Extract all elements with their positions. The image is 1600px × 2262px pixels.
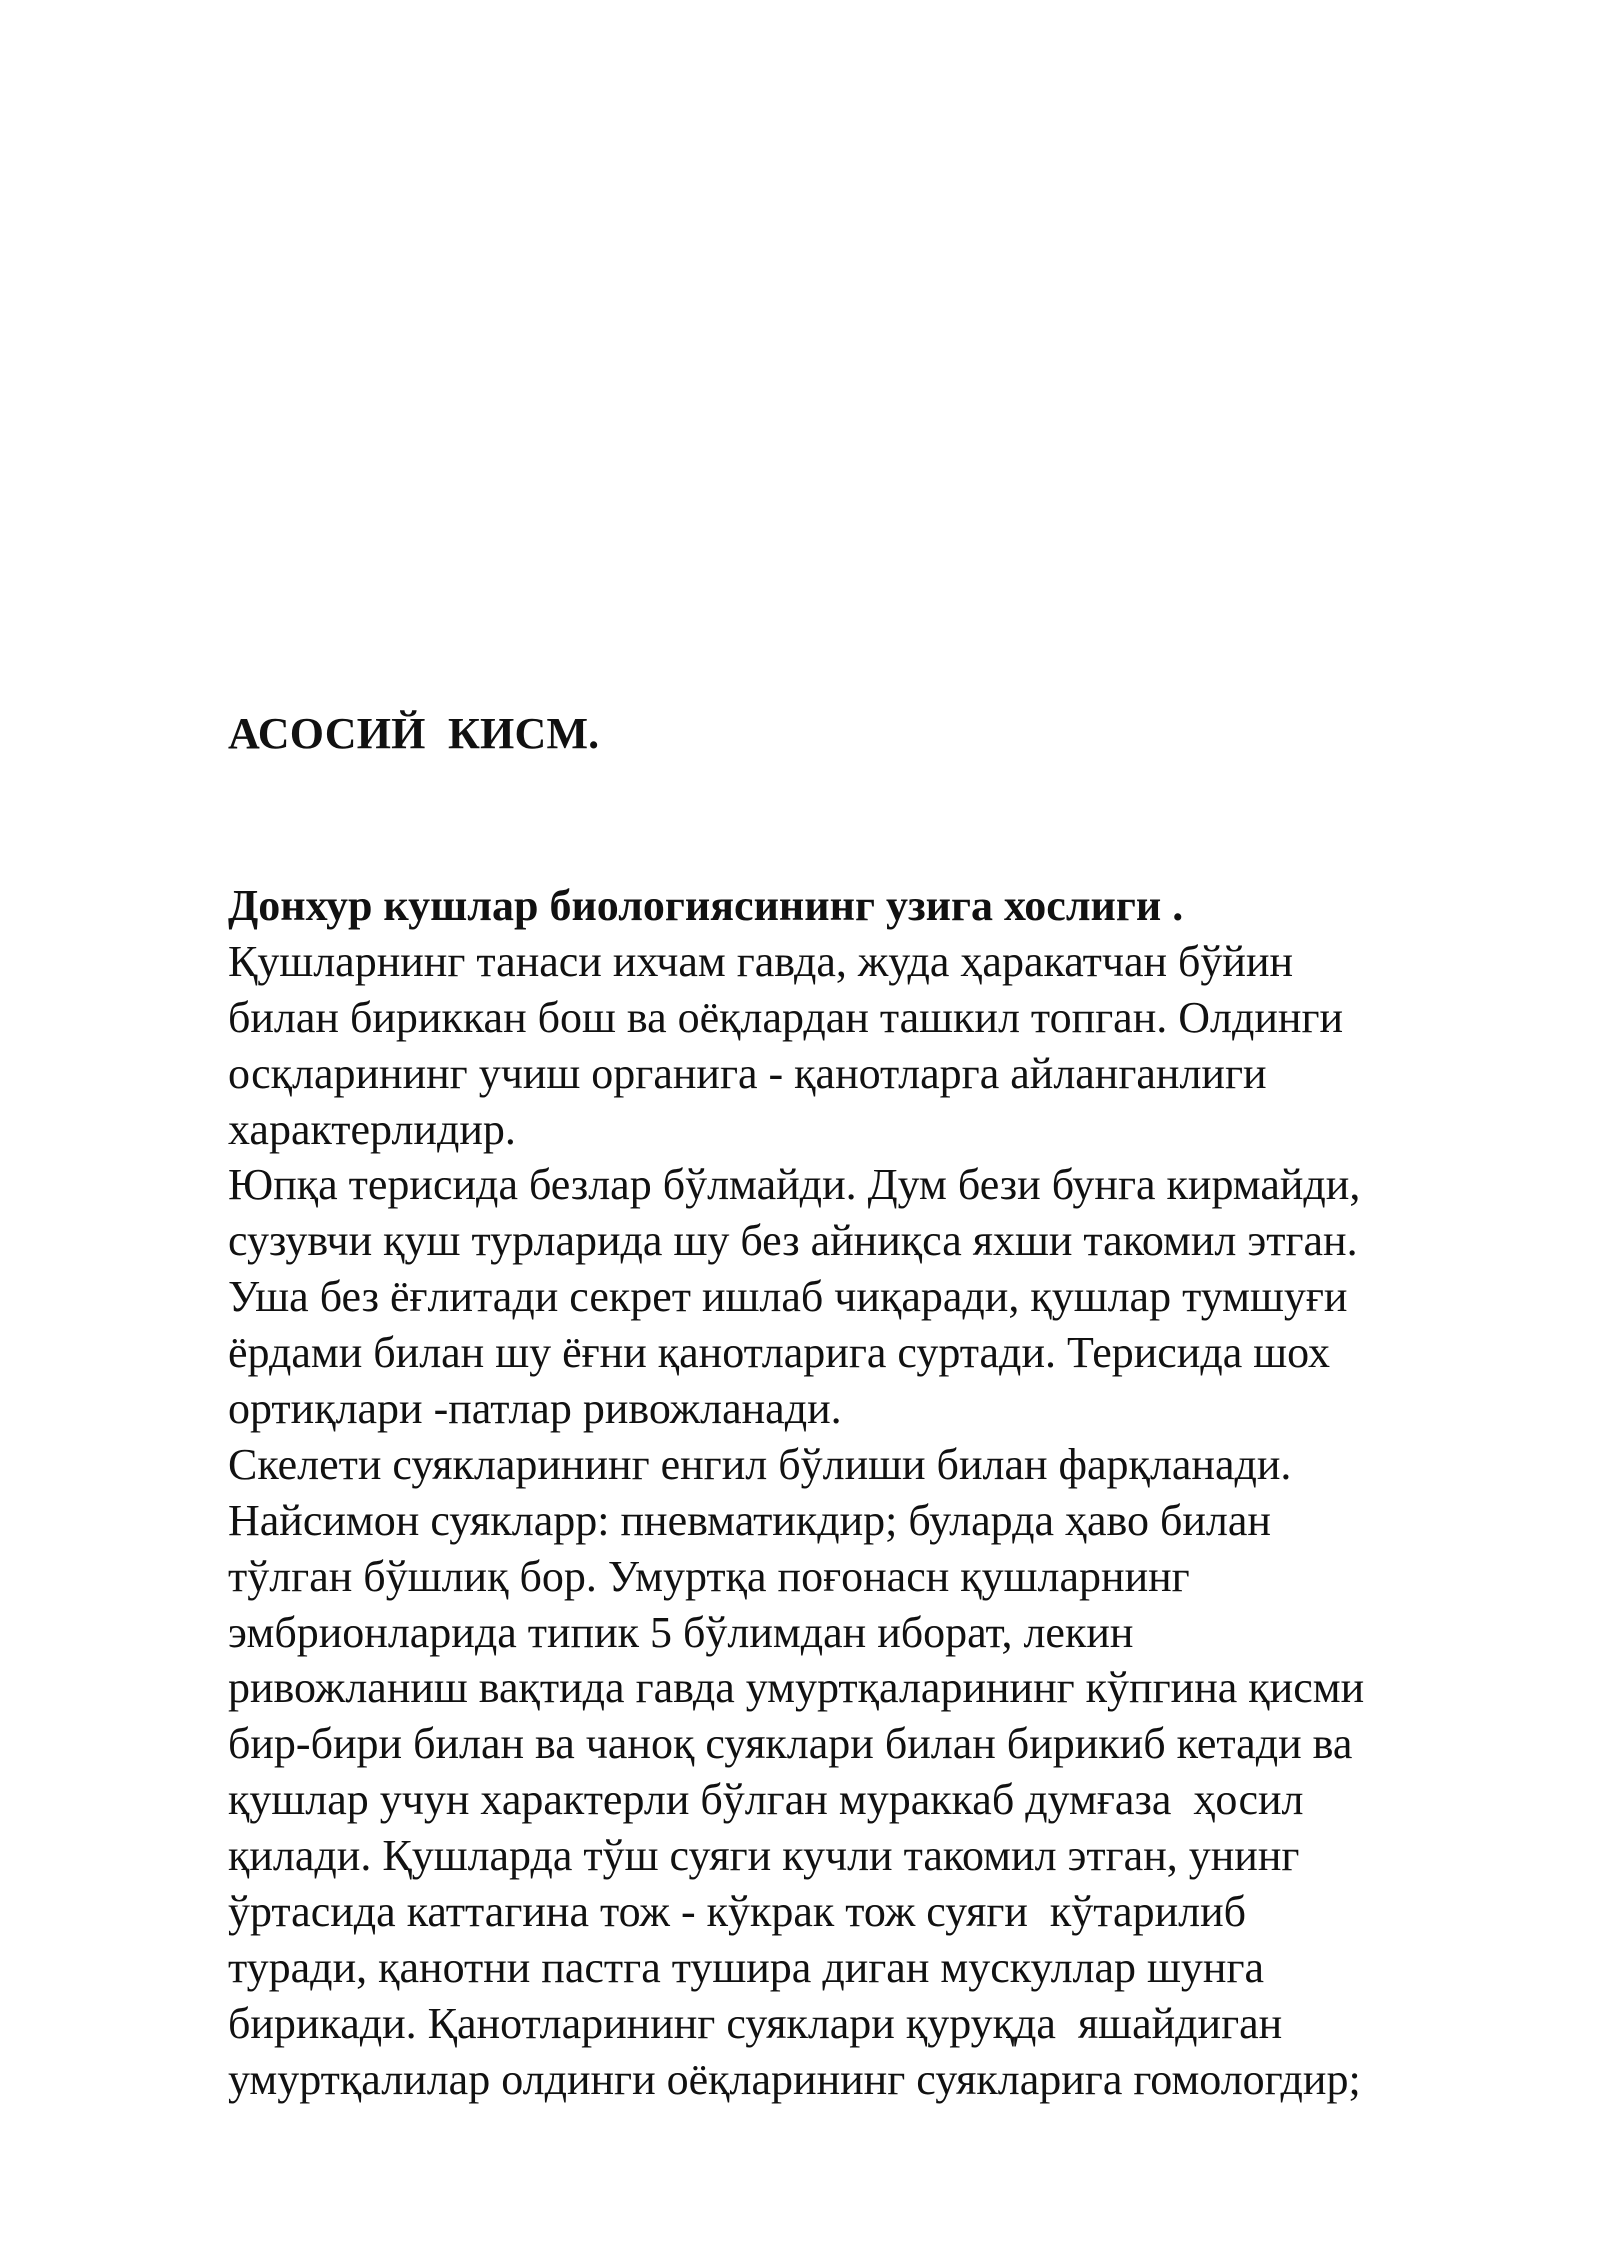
body-line: ривожланиш вақтида гавда умуртқаларининг кўпгина қисми [228, 1663, 1365, 1713]
body-line: характерлидир. [228, 1104, 516, 1154]
body-line: Юпқа терисида безлар бўлмайди. Дум бези бунга кирмайди, [228, 1160, 1361, 1210]
body-line: сузувчи қуш турларида шу без айниқса яхши такомил этган. [228, 1216, 1358, 1266]
section-heading: АСОСИЙ КИСМ. [228, 709, 600, 758]
body-line: умуртқалилар олдинги оёқларининг суякларига гомологдир; [228, 2054, 1361, 2104]
body-line: Уша без ёғлитади секрет ишлаб чиқаради, қушлар тумшуғи [228, 1272, 1348, 1322]
body-line: ортиқлари -патлар ривожланади. [228, 1384, 842, 1434]
body-line: Найсимон суякларр: пневматикдир; буларда ҳаво билан [228, 1495, 1271, 1545]
body-line: қилади. Қушларда тўш суяги кучли такомил этган, унинг [228, 1831, 1300, 1881]
document-body [228, 878, 1548, 2108]
body-line: бирикади. Қанотларининг суяклари қуруқда яшайдиган [228, 1998, 1283, 2048]
body-line: ўртасида каттагина тож - кўкрак тож суяги кўтарилиб [228, 1887, 1247, 1937]
body-line: осқларининг учиш органига - қанотларга айланганлиги [228, 1048, 1267, 1098]
body-line: ёрдами билан шу ёғни қанотларига суртади. Терисида шох [228, 1328, 1331, 1378]
body-line: қушлар учун характерли бўлган мураккаб думғаза ҳосил [228, 1775, 1304, 1825]
body-line: билан бириккан бош ва оёқлардан ташкил топган. Олдинги [228, 992, 1344, 1042]
body-line: бир-бири билан ва чаноқ суяклари билан бирикиб кетади ва [228, 1719, 1353, 1769]
body-line: Қушларнинг танаси ихчам гавда, жуда ҳаракатчан бўйин [228, 936, 1294, 986]
body-line: эмбрионларида типик 5 бўлимдан иборат, лекин [228, 1607, 1134, 1657]
body-line: тўлган бўшлиқ бор. Умуртқа поғонасн қушларнинг [228, 1551, 1190, 1601]
body-line: туради, қанотни пастга тушира диган мускуллар шунга [228, 1942, 1265, 1992]
body-line: Скелети суякларининг енгил бўлиши билан фарқланади. [228, 1439, 1292, 1489]
subheading: Донхур кушлар биологиясининг узига хослиги . [228, 881, 1184, 930]
